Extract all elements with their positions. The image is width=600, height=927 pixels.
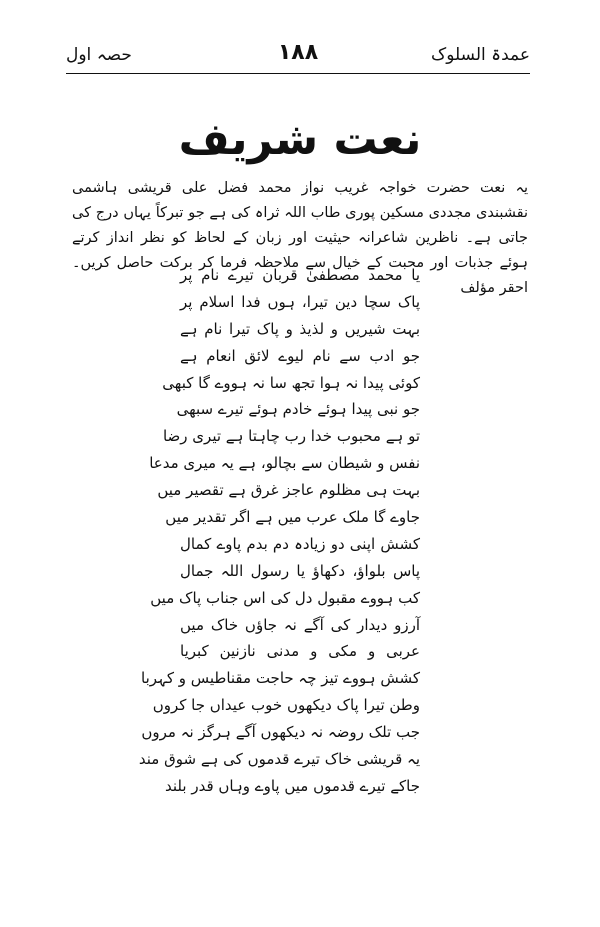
poem-line: جب تلک روضہ نہ دیکھوں آگے ہرگز نہ مروں (141, 723, 420, 742)
poem-line: جو نبی پیدا ہوئے خادم ہوئے تیرے سبھی (176, 400, 420, 419)
poem (138, 262, 420, 800)
page-number: ۱۸۸ (277, 40, 319, 65)
poem-line: یہ قریشی خاک تیرے قدموں کی ہے شوق مند (138, 750, 420, 769)
poem-line: جاوے گا ملک عرب میں ہے اگر تقدیر میں (165, 508, 420, 527)
poem-line: نفس و شیطان سے بچالو، ہے یہ میری مدعا (149, 454, 420, 473)
poem-line: وطن تیرا پاک دیکھوں خوب عیداں جا کروں (152, 696, 420, 715)
poem-line: تو ہے محبوب خدا رب چاہتا ہے تیری رضا (162, 427, 420, 446)
poem-line: کوئی پیدا نہ ہوا تجھ سا نہ ہووے گا کبھی (162, 373, 420, 392)
poem-line: جو ادب سے نام لیوے لائق انعام ہے (180, 346, 420, 365)
book-title: عمدۃ السلوک (431, 45, 530, 65)
poem-line: پاک سچا دین تیرا، ہوں فدا اسلام پر (180, 292, 420, 311)
header-rule (66, 73, 530, 74)
intro-paragraph: یہ نعت حضرت خواجہ غریب نواز محمد فضل علی قریشی ہاشمی نقشبندی مجددی مسکین پوری طاب اللہ ثراہ کی ہے جو تبرکاً یہاں درج کی جاتی ہے۔ ناظرین شاعرانہ حیثیت اور زبان کے لحاظ کو نظر انداز کرتے ہوئے جذبات اور محبت کے خیال سے ملاحظہ فرما کر برکت حاصل کریں۔ احقر مؤلف (72, 180, 528, 296)
part-label: حصہ اول (66, 45, 132, 65)
poem-line: جاکے تیرے قدموں میں پاوے وہاں قدر بلند (165, 776, 420, 795)
poem-line: بہت شیریں و لذیذ و پاک تیرا نام ہے (180, 319, 420, 338)
poem-line: عربی و مکی و مدنی نازنین کبریا (180, 642, 420, 661)
poem-line: کشش ہووے تیز چہ حاجت مقناطیس و کہربا (141, 669, 420, 688)
poem-line: پاس بلواؤ، دکھاؤ یا رسول اللہ جمال (180, 561, 420, 580)
poem-line: بہت ہی مظلوم عاجز غرق ہے تقصیر میں (157, 481, 420, 500)
poem-line: یا محمد مصطفیٰ قربان تیرے نام پر (180, 266, 420, 284)
poem-line: کشش اپنی دو زیادہ دم بدم پاوے کمال (180, 534, 420, 553)
running-head (66, 40, 530, 74)
section-heading: نعت شریف (178, 114, 422, 165)
poem-line: کب ہووے مقبول دل کی اس جناب پاک میں (150, 588, 420, 607)
poem-line: آرزو دیدار کی آگے نہ جاؤں خاک میں (180, 615, 420, 634)
